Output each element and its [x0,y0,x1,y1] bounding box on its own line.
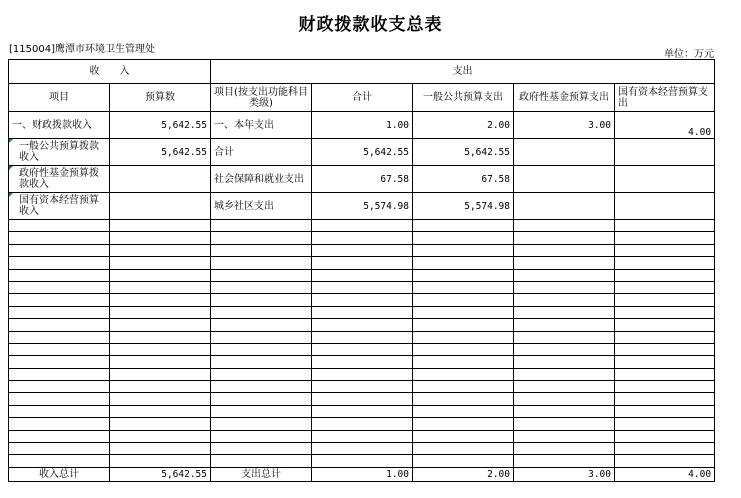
col-general[interactable]: 一般公共预算支出 [413,84,514,112]
empty-cell[interactable] [615,294,715,306]
cell-item[interactable]: 国有资本经营预算收入 [9,193,110,220]
cell-fund[interactable] [514,193,615,220]
empty-cell[interactable] [514,393,615,405]
empty-cell[interactable] [615,306,715,318]
expense-header[interactable]: 支出 [211,60,715,84]
empty-cell[interactable] [211,294,312,306]
empty-cell[interactable] [110,443,211,455]
empty-row [9,319,715,331]
empty-row [9,356,715,368]
empty-cell[interactable] [615,405,715,417]
col-exp-item[interactable]: 项目(按支出功能科目类级) [211,84,312,112]
cell-total[interactable]: 5,574.98 [312,193,413,220]
empty-cell[interactable] [615,257,715,269]
empty-row [9,455,715,467]
total-sum[interactable]: 1.00 [312,467,413,481]
empty-cell[interactable] [413,257,514,269]
empty-cell[interactable] [312,343,413,355]
empty-cell[interactable] [312,244,413,256]
empty-cell[interactable] [413,306,514,318]
cell-fund[interactable]: 3.00 [514,112,615,139]
empty-cell[interactable] [9,418,110,430]
empty-row [9,368,715,380]
empty-row [9,294,715,306]
empty-row [9,232,715,244]
cell-budget[interactable]: 5,642.55 [110,112,211,139]
cell-general[interactable]: 2.00 [413,112,514,139]
empty-cell[interactable] [211,232,312,244]
empty-cell[interactable] [514,405,615,417]
empty-cell[interactable] [211,455,312,467]
general-sum[interactable]: 2.00 [413,467,514,481]
empty-row [9,331,715,343]
empty-cell[interactable] [110,343,211,355]
empty-cell[interactable] [9,331,110,343]
empty-cell[interactable] [615,269,715,281]
empty-cell[interactable] [110,455,211,467]
empty-cell[interactable] [514,257,615,269]
empty-cell[interactable] [312,405,413,417]
empty-row [9,281,715,293]
cell-total[interactable]: 67.58 [312,166,413,193]
budget-table [8,59,715,482]
unit-label: 单位：万元 [664,49,714,60]
cell-state[interactable] [615,193,715,220]
empty-cell[interactable] [312,430,413,442]
empty-cell[interactable] [413,244,514,256]
empty-cell[interactable] [211,306,312,318]
cell-item[interactable]: 一般公共预算拨款收入 [9,139,110,166]
empty-cell[interactable] [514,381,615,393]
empty-cell[interactable] [9,220,110,232]
cell-exp-item[interactable]: 社会保障和就业支出 [211,166,312,193]
col-budget[interactable]: 预算数 [110,84,211,112]
empty-cell[interactable] [211,430,312,442]
empty-cell[interactable] [312,455,413,467]
header-row-1 [9,60,715,84]
empty-cell[interactable] [615,368,715,380]
empty-cell[interactable] [615,343,715,355]
fund-sum[interactable]: 3.00 [514,467,615,481]
empty-cell[interactable] [211,269,312,281]
empty-cell[interactable] [9,455,110,467]
empty-cell[interactable] [615,220,715,232]
income-header[interactable]: 收 入 [9,60,211,84]
empty-cell[interactable] [211,331,312,343]
header-row-2 [9,84,715,112]
empty-cell[interactable] [110,232,211,244]
empty-cell[interactable] [312,368,413,380]
empty-cell[interactable] [211,405,312,417]
empty-cell[interactable] [514,430,615,442]
income-total[interactable]: 5,642.55 [110,467,211,481]
empty-cell[interactable] [413,220,514,232]
empty-cell[interactable] [514,343,615,355]
empty-cell[interactable] [211,244,312,256]
empty-cell[interactable] [615,331,715,343]
empty-cell[interactable] [514,269,615,281]
cell-state[interactable] [615,139,715,166]
empty-cell[interactable] [110,269,211,281]
empty-cell[interactable] [110,257,211,269]
empty-cell[interactable] [312,269,413,281]
col-state[interactable]: 国有资本经营预算支出 [615,84,715,112]
empty-cell[interactable] [514,306,615,318]
empty-cell[interactable] [9,294,110,306]
empty-cell[interactable] [312,381,413,393]
empty-cell[interactable] [110,306,211,318]
empty-cell[interactable] [413,455,514,467]
empty-cell[interactable] [514,418,615,430]
empty-cell[interactable] [110,319,211,331]
empty-cell[interactable] [615,455,715,467]
empty-cell[interactable] [110,331,211,343]
table-row [9,166,715,193]
empty-cell[interactable] [413,232,514,244]
empty-cell[interactable] [615,443,715,455]
empty-cell[interactable] [413,294,514,306]
empty-cell[interactable] [514,368,615,380]
empty-cell[interactable] [110,244,211,256]
empty-cell[interactable] [211,443,312,455]
totals-row [9,467,715,481]
cell-general[interactable]: 67.58 [413,166,514,193]
col-fund[interactable]: 政府性基金预算支出 [514,84,615,112]
empty-cell[interactable] [110,430,211,442]
empty-cell[interactable] [110,393,211,405]
empty-cell[interactable] [211,343,312,355]
cell-state[interactable]: 4.00 [615,112,715,139]
empty-cell[interactable] [413,381,514,393]
empty-cell[interactable] [211,356,312,368]
empty-cell[interactable] [615,319,715,331]
empty-row [9,257,715,269]
empty-row [9,343,715,355]
cell-budget[interactable]: 5,642.55 [110,139,211,166]
empty-cell[interactable] [413,393,514,405]
empty-cell[interactable] [413,368,514,380]
empty-cell[interactable] [9,356,110,368]
empty-cell[interactable] [615,418,715,430]
empty-cell[interactable] [615,381,715,393]
col-item[interactable]: 项目 [9,84,110,112]
empty-cell[interactable] [514,319,615,331]
empty-cell[interactable] [413,281,514,293]
cell-budget[interactable] [110,193,211,220]
empty-cell[interactable] [9,430,110,442]
empty-cell[interactable] [211,281,312,293]
table-row [9,139,715,166]
empty-cell[interactable] [615,356,715,368]
empty-cell[interactable] [9,244,110,256]
cell-exp-item[interactable]: 一、本年支出 [211,112,312,139]
empty-cell[interactable] [9,368,110,380]
empty-cell[interactable] [9,281,110,293]
empty-row [9,405,715,417]
empty-cell[interactable] [110,405,211,417]
empty-cell[interactable] [211,220,312,232]
empty-cell[interactable] [514,294,615,306]
empty-cell[interactable] [312,418,413,430]
cell-general[interactable]: 5,574.98 [413,193,514,220]
empty-cell[interactable] [514,331,615,343]
page-title: 财政拨款收支总表 [298,15,443,35]
empty-row [9,381,715,393]
empty-cell[interactable] [413,331,514,343]
empty-cell[interactable] [110,281,211,293]
cell-total[interactable]: 5,642.55 [312,139,413,166]
empty-cell[interactable] [615,244,715,256]
empty-cell[interactable] [312,294,413,306]
state-sum[interactable]: 4.00 [615,467,715,481]
empty-cell[interactable] [312,306,413,318]
cell-general[interactable]: 5,642.55 [413,139,514,166]
empty-cell[interactable] [110,220,211,232]
empty-cell[interactable] [514,244,615,256]
cell-exp-item[interactable]: 合计 [211,139,312,166]
empty-cell[interactable] [312,331,413,343]
empty-cell[interactable] [514,455,615,467]
empty-cell[interactable] [9,343,110,355]
empty-cell[interactable] [9,232,110,244]
cell-fund[interactable] [514,166,615,193]
empty-cell[interactable] [312,319,413,331]
empty-cell[interactable] [211,257,312,269]
cell-fund[interactable] [514,139,615,166]
table-row [9,112,715,139]
empty-cell[interactable] [211,319,312,331]
empty-cell[interactable] [413,356,514,368]
empty-row [9,430,715,442]
empty-cell[interactable] [110,368,211,380]
cell-item[interactable]: 一、财政拨款收入 [9,112,110,139]
empty-cell[interactable] [9,306,110,318]
empty-cell[interactable] [615,393,715,405]
empty-row [9,443,715,455]
empty-row [9,269,715,281]
empty-cell[interactable] [514,281,615,293]
empty-rows [9,220,715,468]
empty-cell[interactable] [9,269,110,281]
empty-cell[interactable] [211,368,312,380]
empty-row [9,418,715,430]
empty-cell[interactable] [615,430,715,442]
empty-cell[interactable] [413,418,514,430]
empty-cell[interactable] [514,220,615,232]
empty-cell[interactable] [9,393,110,405]
empty-cell[interactable] [514,443,615,455]
empty-cell[interactable] [312,257,413,269]
empty-cell[interactable] [413,443,514,455]
empty-cell[interactable] [312,220,413,232]
empty-cell[interactable] [9,405,110,417]
empty-cell[interactable] [312,232,413,244]
cell-item[interactable]: 政府性基金预算拨款收入 [9,166,110,193]
empty-cell[interactable] [413,430,514,442]
empty-row [9,306,715,318]
empty-cell[interactable] [413,405,514,417]
empty-row [9,244,715,256]
empty-row [9,393,715,405]
empty-cell[interactable] [413,319,514,331]
empty-cell[interactable] [9,443,110,455]
empty-cell[interactable] [615,281,715,293]
empty-row [9,220,715,232]
empty-cell[interactable] [211,381,312,393]
cell-total[interactable]: 1.00 [312,112,413,139]
empty-cell[interactable] [9,319,110,331]
empty-cell[interactable] [413,269,514,281]
empty-cell[interactable] [211,393,312,405]
empty-cell[interactable] [514,356,615,368]
empty-cell[interactable] [312,443,413,455]
empty-cell[interactable] [9,257,110,269]
empty-cell[interactable] [9,381,110,393]
empty-cell[interactable] [110,381,211,393]
empty-cell[interactable] [514,232,615,244]
empty-cell[interactable] [110,356,211,368]
cell-exp-item[interactable]: 城乡社区支出 [211,193,312,220]
empty-cell[interactable] [312,393,413,405]
table-row [9,193,715,220]
empty-cell[interactable] [413,343,514,355]
cell-state[interactable] [615,166,715,193]
empty-cell[interactable] [615,232,715,244]
empty-cell[interactable] [110,294,211,306]
income-total-label[interactable]: 收入总计 [9,467,110,481]
empty-cell[interactable] [312,281,413,293]
col-total[interactable]: 合计 [312,84,413,112]
cell-budget[interactable] [110,166,211,193]
org-label: [115004]鹰潭市环境卫生管理处 [9,44,155,55]
empty-cell[interactable] [211,418,312,430]
empty-cell[interactable] [110,418,211,430]
empty-cell[interactable] [312,356,413,368]
expense-total-label[interactable]: 支出总计 [211,467,312,481]
